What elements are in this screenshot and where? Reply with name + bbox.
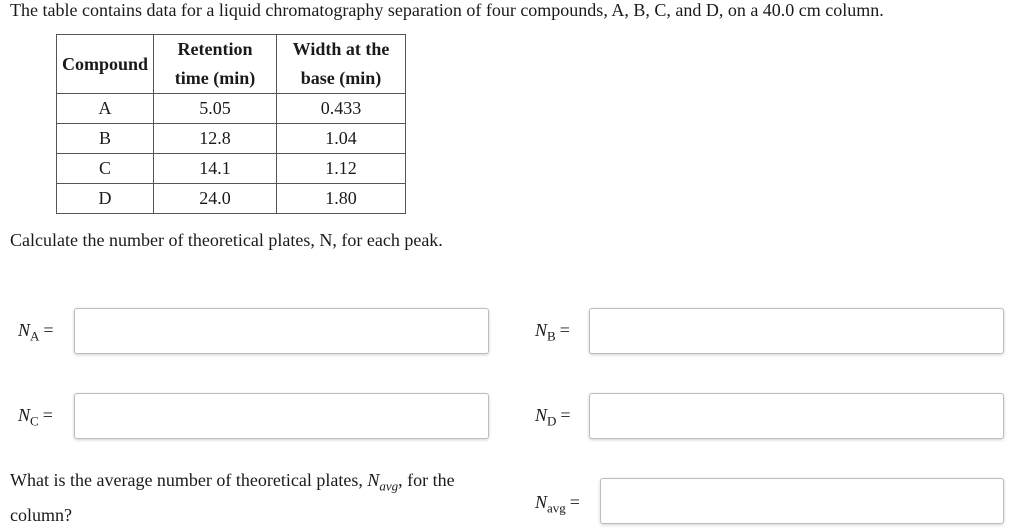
header-compound: Compound [57, 35, 154, 94]
label-n-avg-equals: = [569, 492, 580, 512]
label-n-d-equals: = [560, 405, 571, 425]
label-n-d-sub: D [547, 413, 557, 429]
label-n-a-symbol: N [18, 320, 31, 340]
header-retention-line1: Retention [177, 39, 253, 59]
problem-intro: The table contains data for a liquid chromatography separation of four compounds, A, B, C, and D, on a 40.0 cm column. [10, 0, 884, 20]
n-avg-input[interactable] [600, 478, 1004, 524]
label-n-b-equals: = [559, 320, 570, 340]
header-width-line1: Width at the [292, 39, 390, 59]
table-row [57, 184, 406, 214]
avg-question-after: , for the column? [10, 470, 455, 525]
average-plates-question [10, 466, 490, 530]
label-n-avg-sub: avg [547, 500, 566, 516]
label-n-b-symbol: N [535, 320, 548, 340]
label-n-a-sub: A [30, 328, 40, 344]
label-n-c-equals: = [42, 405, 53, 425]
cell-width: 0.433 [277, 94, 406, 124]
cell-compound: A [57, 94, 154, 124]
label-n-a [18, 320, 54, 345]
label-n-b [535, 320, 570, 345]
cell-compound: D [57, 184, 154, 214]
avg-question-before: What is the average number of theoretical plates, [10, 470, 368, 490]
header-retention-time [154, 35, 277, 94]
n-a-input[interactable] [74, 308, 489, 354]
avg-question-sub: avg [379, 478, 399, 494]
label-n-d [535, 405, 571, 430]
n-c-input[interactable] [74, 393, 489, 439]
header-retention-line2: time (min) [174, 68, 256, 88]
cell-width: 1.80 [277, 184, 406, 214]
n-b-input[interactable] [589, 308, 1004, 354]
compound-data-table [56, 34, 406, 214]
avg-question-symbol: N [367, 470, 380, 490]
label-n-a-equals: = [43, 320, 54, 340]
label-n-b-sub: B [547, 328, 556, 344]
table-header-row [57, 35, 406, 94]
n-d-input[interactable] [589, 393, 1004, 439]
cell-compound: C [57, 154, 154, 184]
cell-compound: B [57, 124, 154, 154]
cell-retention: 14.1 [154, 154, 277, 184]
label-n-avg-symbol: N [535, 492, 548, 512]
table-row [57, 154, 406, 184]
cell-retention: 5.05 [154, 94, 277, 124]
label-n-c-symbol: N [18, 405, 31, 425]
label-n-c [18, 405, 53, 430]
cell-retention: 12.8 [154, 124, 277, 154]
header-base-width [277, 35, 406, 94]
cell-width: 1.04 [277, 124, 406, 154]
plates-question: Calculate the number of theoretical plates, N, for each peak. [10, 230, 443, 250]
header-width-line2: base (min) [300, 68, 382, 88]
label-n-avg [535, 492, 580, 517]
cell-width: 1.12 [277, 154, 406, 184]
label-n-d-symbol: N [535, 405, 548, 425]
table-row [57, 124, 406, 154]
table-row [57, 94, 406, 124]
cell-retention: 24.0 [154, 184, 277, 214]
label-n-c-sub: C [30, 413, 39, 429]
